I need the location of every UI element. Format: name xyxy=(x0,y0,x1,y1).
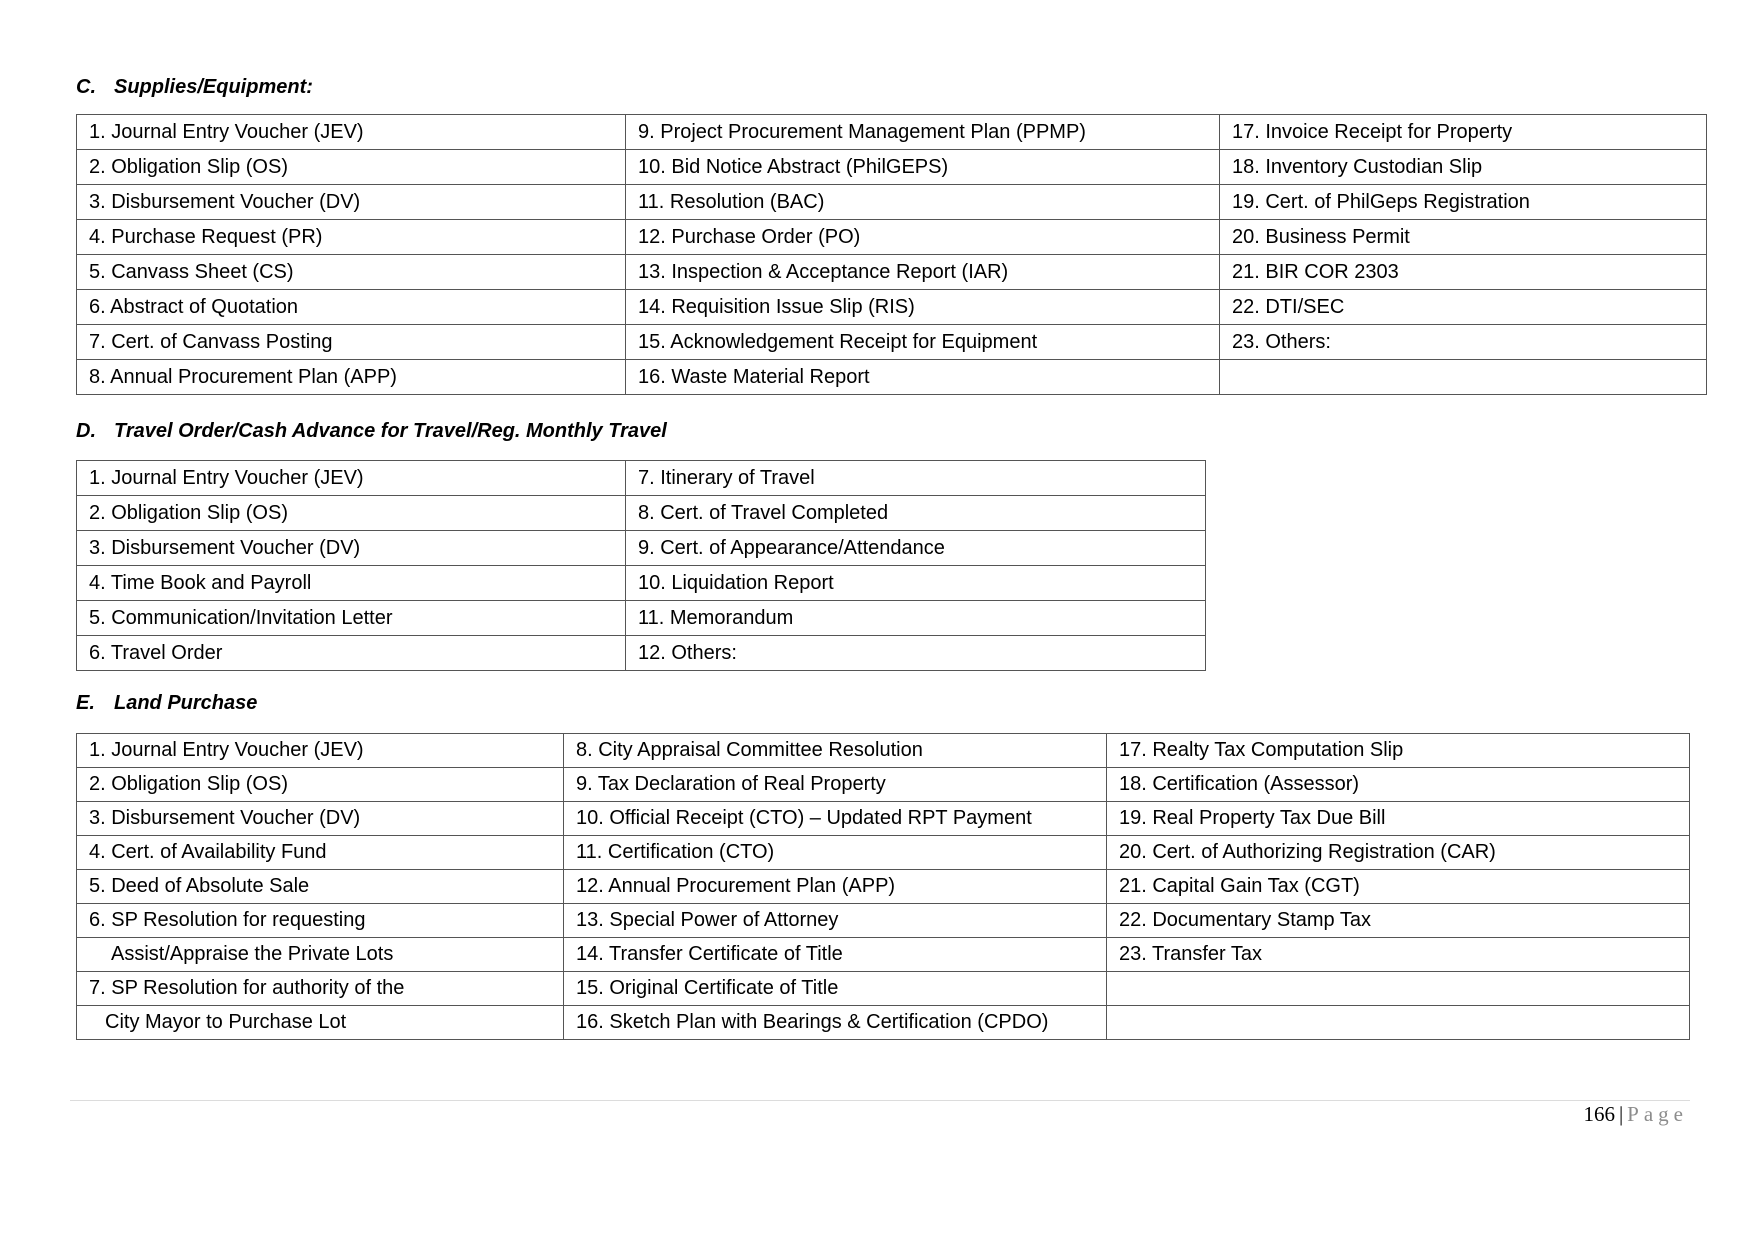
table-cell: 23. Transfer Tax xyxy=(1107,938,1690,972)
table-row xyxy=(77,904,1690,938)
footer-divider xyxy=(70,1100,1690,1101)
table-row xyxy=(77,150,1707,185)
table-cell: 4. Cert. of Availability Fund xyxy=(77,836,564,870)
section-d-letter: D. xyxy=(76,420,96,442)
table-cell: 3. Disbursement Voucher (DV) xyxy=(77,802,564,836)
table-row xyxy=(77,768,1690,802)
table-cell: 18. Inventory Custodian Slip xyxy=(1220,150,1707,185)
table-cell: 3. Disbursement Voucher (DV) xyxy=(77,531,626,566)
table-row xyxy=(77,636,1206,671)
table-cell: 17. Invoice Receipt for Property xyxy=(1220,115,1707,150)
table-cell: 12. Purchase Order (PO) xyxy=(626,220,1220,255)
table-cell: 1. Journal Entry Voucher (JEV) xyxy=(77,461,626,496)
table-cell: 9. Cert. of Appearance/Attendance xyxy=(626,531,1206,566)
table-row xyxy=(77,734,1690,768)
table-cell: 14. Transfer Certificate of Title xyxy=(564,938,1107,972)
page-footer xyxy=(1583,1102,1688,1127)
table-cell: 19. Real Property Tax Due Bill xyxy=(1107,802,1690,836)
section-d-title: Travel Order/Cash Advance for Travel/Reg. Monthly Travel xyxy=(114,420,667,442)
table-cell: 2. Obligation Slip (OS) xyxy=(77,150,626,185)
table-cell: Assist/Appraise the Private Lots xyxy=(77,938,564,972)
table-cell xyxy=(1107,1006,1690,1040)
page-label: Page xyxy=(1627,1102,1688,1126)
table-cell: 14. Requisition Issue Slip (RIS) xyxy=(626,290,1220,325)
table-cell: 11. Certification (CTO) xyxy=(564,836,1107,870)
table-cell: 10. Bid Notice Abstract (PhilGEPS) xyxy=(626,150,1220,185)
table-cell: 9. Project Procurement Management Plan (PPMP) xyxy=(626,115,1220,150)
table-cell: 4. Time Book and Payroll xyxy=(77,566,626,601)
section-e-heading xyxy=(76,692,257,715)
table-cell: 20. Cert. of Authorizing Registration (CAR) xyxy=(1107,836,1690,870)
section-c-title: Supplies/Equipment: xyxy=(114,76,313,98)
table-row xyxy=(77,802,1690,836)
table-cell: 13. Special Power of Attorney xyxy=(564,904,1107,938)
table-row xyxy=(77,496,1206,531)
table-cell: 16. Sketch Plan with Bearings & Certification (CPDO) xyxy=(564,1006,1107,1040)
table-row xyxy=(77,325,1707,360)
table-cell xyxy=(1107,972,1690,1006)
table-cell: 23. Others: xyxy=(1220,325,1707,360)
land-purchase-table xyxy=(76,733,1690,1040)
table-cell xyxy=(1220,360,1707,395)
supplies-equipment-table xyxy=(76,114,1707,395)
table-cell: 5. Canvass Sheet (CS) xyxy=(77,255,626,290)
table-cell: 21. BIR COR 2303 xyxy=(1220,255,1707,290)
table-row xyxy=(77,255,1707,290)
table-cell: 6. SP Resolution for requesting xyxy=(77,904,564,938)
table-cell: 5. Communication/Invitation Letter xyxy=(77,601,626,636)
table-cell: 22. DTI/SEC xyxy=(1220,290,1707,325)
table-cell: 2. Obligation Slip (OS) xyxy=(77,768,564,802)
table-cell: 1. Journal Entry Voucher (JEV) xyxy=(77,734,564,768)
table-cell: 9. Tax Declaration of Real Property xyxy=(564,768,1107,802)
page-separator: | xyxy=(1618,1102,1624,1126)
table-cell: 21. Capital Gain Tax (CGT) xyxy=(1107,870,1690,904)
travel-order-table xyxy=(76,460,1206,671)
table-cell: 8. City Appraisal Committee Resolution xyxy=(564,734,1107,768)
table-row xyxy=(77,220,1707,255)
section-c-letter: C. xyxy=(76,76,96,98)
table-row xyxy=(77,461,1206,496)
table-cell: 18. Certification (Assessor) xyxy=(1107,768,1690,802)
table-cell: City Mayor to Purchase Lot xyxy=(77,1006,564,1040)
table-row xyxy=(77,290,1707,325)
table-cell: 15. Original Certificate of Title xyxy=(564,972,1107,1006)
table-cell: 12. Others: xyxy=(626,636,1206,671)
table-body xyxy=(77,461,1206,671)
table-row xyxy=(77,601,1206,636)
table-cell: 2. Obligation Slip (OS) xyxy=(77,496,626,531)
table-cell: 15. Acknowledgement Receipt for Equipment xyxy=(626,325,1220,360)
table-row xyxy=(77,115,1707,150)
table-cell: 3. Disbursement Voucher (DV) xyxy=(77,185,626,220)
table-cell: 11. Memorandum xyxy=(626,601,1206,636)
table-cell: 7. SP Resolution for authority of the xyxy=(77,972,564,1006)
table-cell: 4. Purchase Request (PR) xyxy=(77,220,626,255)
table-cell: 11. Resolution (BAC) xyxy=(626,185,1220,220)
table-cell: 5. Deed of Absolute Sale xyxy=(77,870,564,904)
table-cell: 16. Waste Material Report xyxy=(626,360,1220,395)
table-cell: 7. Cert. of Canvass Posting xyxy=(77,325,626,360)
table-row xyxy=(77,360,1707,395)
table-cell: 6. Travel Order xyxy=(77,636,626,671)
table-cell: 22. Documentary Stamp Tax xyxy=(1107,904,1690,938)
section-e-letter: E. xyxy=(76,692,95,714)
table-row xyxy=(77,938,1690,972)
table-row xyxy=(77,1006,1690,1040)
table-cell: 19. Cert. of PhilGeps Registration xyxy=(1220,185,1707,220)
table-cell: 8. Annual Procurement Plan (APP) xyxy=(77,360,626,395)
table-cell: 7. Itinerary of Travel xyxy=(626,461,1206,496)
table-body xyxy=(77,734,1690,1040)
table-cell: 17. Realty Tax Computation Slip xyxy=(1107,734,1690,768)
table-row xyxy=(77,972,1690,1006)
table-cell: 6. Abstract of Quotation xyxy=(77,290,626,325)
table-cell: 8. Cert. of Travel Completed xyxy=(626,496,1206,531)
table-cell: 10. Official Receipt (CTO) – Updated RPT Payment xyxy=(564,802,1107,836)
table-body xyxy=(77,115,1707,395)
table-cell: 10. Liquidation Report xyxy=(626,566,1206,601)
section-e-title: Land Purchase xyxy=(114,692,258,714)
table-cell: 1. Journal Entry Voucher (JEV) xyxy=(77,115,626,150)
table-cell: 12. Annual Procurement Plan (APP) xyxy=(564,870,1107,904)
table-cell: 13. Inspection & Acceptance Report (IAR) xyxy=(626,255,1220,290)
table-row xyxy=(77,566,1206,601)
table-row xyxy=(77,870,1690,904)
table-row xyxy=(77,185,1707,220)
table-row xyxy=(77,836,1690,870)
page-number: 166 xyxy=(1583,1102,1615,1126)
section-d-heading xyxy=(76,420,667,443)
table-cell: 20. Business Permit xyxy=(1220,220,1707,255)
section-c-heading xyxy=(76,76,313,99)
table-row xyxy=(77,531,1206,566)
